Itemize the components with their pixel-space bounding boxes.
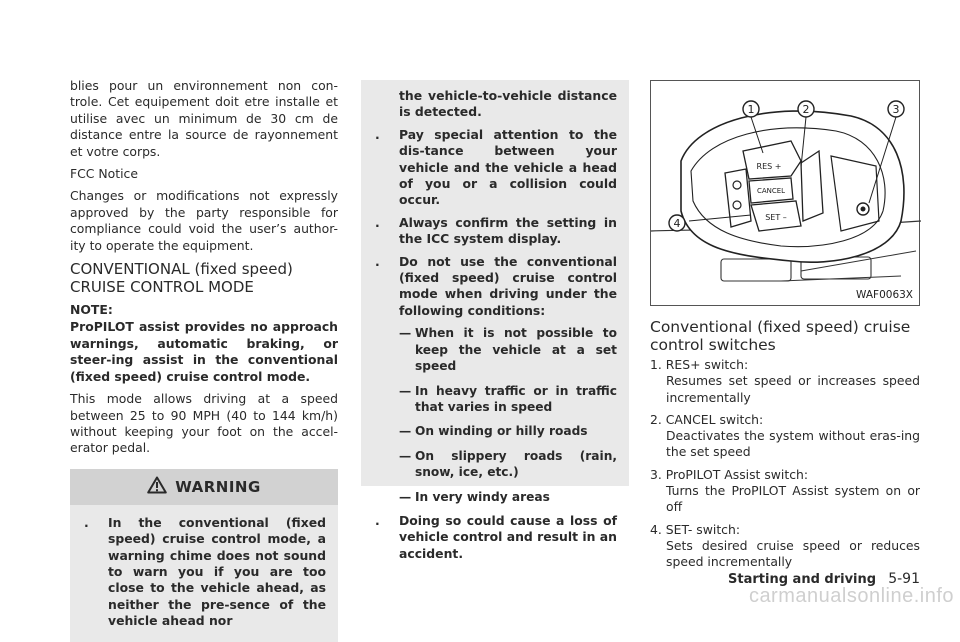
res-label: RES + (756, 162, 782, 171)
warning-header (70, 469, 338, 505)
steering-wheel-switch-illustration (651, 81, 921, 307)
french-paragraph: blies pour un environnement non con-trole. Cet equipement doit etre installe et utilise avec un minimum de 30 cm de distance entre la source de rayonnement et votre corps. (70, 78, 338, 159)
warning-bullet-3: . Always confirm the setting in the ICC system display. (375, 214, 617, 247)
column-left (70, 78, 338, 642)
condition-item: — In heavy traffic or in traffic that varies in speed (399, 383, 617, 414)
svg-text:3: 3 (892, 103, 900, 116)
svg-text:4: 4 (673, 217, 681, 230)
legend-item-label: 3. ProPILOT Assist switch: (650, 466, 809, 482)
legend-item-desc: Deactivates the system without eras-ing the set speed (666, 428, 920, 460)
warning-continuation (361, 80, 629, 561)
warning-continued-text: the vehicle-to-vehicle distance is detected. (399, 88, 617, 120)
legend-item-desc: Turns the ProPILOT Assist system on or off (666, 483, 920, 515)
warning-body (70, 505, 338, 642)
condition-item: — In very windy areas (399, 489, 550, 504)
legend-item (650, 467, 920, 516)
warning-bullet-2: . Pay special attention to the dis-tance between your vehicle and the vehicle a head of you or a collision could occur. (375, 126, 617, 208)
svg-text:2: 2 (802, 103, 810, 116)
warning-bullet-1: . In the conventional (fixed speed) cruise control mode, a warning chime does not sound to warn you if you are too close to the vehicle ahead, as neither the pre-sence of the vehicle ahead nor (84, 514, 326, 629)
svg-text:1: 1 (747, 103, 755, 116)
warning-bullet-5: . Doing so could cause a loss of vehicle control and result in an accident. (375, 512, 617, 561)
bullet-mark: . (84, 514, 89, 530)
fcc-heading: FCC Notice (70, 166, 138, 182)
legend-item-label: 2. CANCEL switch: (650, 411, 764, 427)
legend-item-desc: Sets desired cruise speed or reduces speed incrementally (666, 537, 920, 570)
callout-3 (888, 101, 904, 117)
figure-code: WAF0063X (856, 289, 913, 301)
set-label: SET – (765, 213, 787, 222)
note-text: ProPILOT assist provides no approach warnings, automatic braking, or steer-ing assist in the conventional (fixed speed) cruise control mode. (70, 319, 338, 384)
legend-item-desc: Resumes set speed or increases speed incrementally (666, 373, 920, 405)
callout-4 (669, 215, 685, 231)
section-title-line1: CONVENTIONAL (fixed speed) (70, 260, 293, 279)
footer-section: Starting and driving (728, 572, 877, 587)
warning-triangle-icon (147, 476, 167, 498)
page-number: 5-91 (888, 571, 920, 587)
section-title-line2: CRUISE CONTROL MODE (70, 278, 254, 297)
conditions-list (399, 325, 617, 505)
column-middle (361, 80, 629, 561)
condition-item: — On slippery roads (rain, snow, ice, etc.) (399, 448, 617, 480)
warning-box (70, 469, 338, 642)
callout-2 (798, 101, 814, 117)
section-title (70, 260, 338, 296)
callout-1 (743, 101, 759, 117)
cancel-label: CANCEL (756, 187, 786, 195)
legend-item (650, 412, 920, 461)
legend-item (650, 522, 920, 571)
note-label: NOTE: (70, 302, 113, 318)
legend-item-label: 4. SET- switch: (650, 521, 741, 537)
fcc-text: Changes or modifications not expressly approved by the party responsible for compliance could void the user’s author-ity to operate the equipment. (70, 188, 338, 253)
warning-title: WARNING (175, 477, 261, 496)
watermark: carmanualsonline.info (748, 585, 954, 607)
condition-item: — On winding or hilly roads (399, 424, 588, 439)
switch-legend (650, 357, 920, 577)
warning-bullet-4: . Do not use the conventional (fixed speed) cruise control mode when driving under the following conditions: — When it is not possible to keep the vehicle at a set speed — In heavy traffic or in traffic that varies in speed — On winding or hilly roads — On slippery roads (rain, snow, ice, etc.) — In very windy areas (375, 253, 617, 504)
steering-switch-figure (650, 80, 920, 306)
legend-item (650, 357, 920, 406)
condition-item: — When it is not possible to keep the vehicle at a set speed (399, 326, 617, 374)
legend-item-label: 1. RES+ switch: (650, 357, 749, 372)
mode-paragraph: This mode allows driving at a speed between 25 to 90 MPH (40 to 144 km/h) without keeping your foot on the accel-erator pedal. (70, 391, 338, 456)
figure-section-title: Conventional (fixed speed) cruise control switches (650, 318, 911, 354)
